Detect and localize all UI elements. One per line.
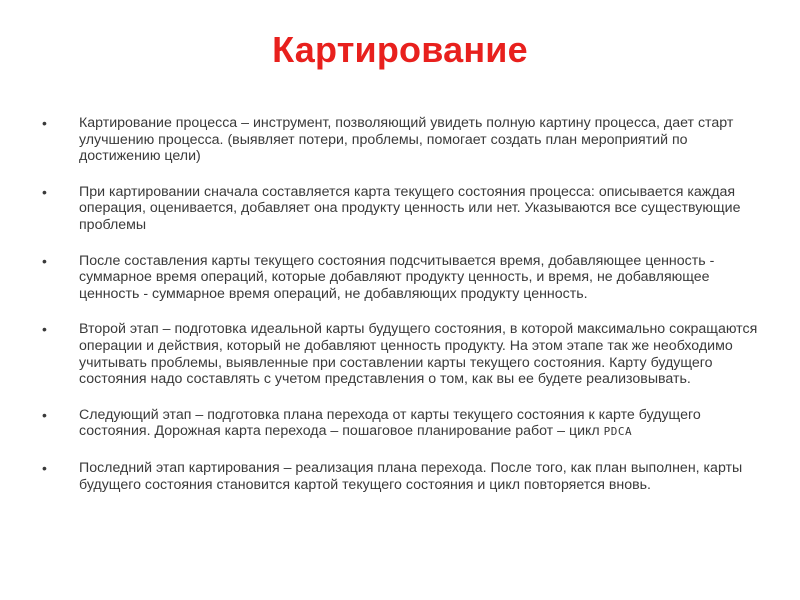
bullet-dot-icon: •	[42, 459, 47, 476]
slide-title: Картирование	[272, 29, 528, 70]
bullet-text: При картировании сначала составляется карта текущего состояния процесса: описывается каждая операция, оценивается, добавляет она продукту ценность или нет. Указываются все существующие проблемы	[79, 183, 741, 233]
list-item	[42, 115, 760, 165]
list-item	[42, 253, 760, 303]
bullet-text: После составления карты текущего состояния подсчитывается время, добавляющее ценность - суммарное время операций, которые добавляют продукту ценность, и время, не добавляющее ценность - суммарное время операций, не добавляющих продукту ценность.	[79, 252, 715, 302]
pdca-label: PDCA	[603, 425, 633, 439]
bullet-list	[42, 115, 760, 512]
bullet-text: Последний этап картирования – реализация плана перехода. После того, как план выполнен, карты будущего состояния становится картой текущего состояния и цикл повторяется вновь.	[79, 459, 743, 493]
list-item	[42, 321, 760, 387]
list-item	[42, 184, 760, 234]
list-item	[42, 460, 760, 493]
bullet-dot-icon: •	[42, 252, 47, 269]
bullet-dot-icon: •	[42, 321, 47, 338]
bullet-dot-icon: •	[42, 406, 47, 423]
bullet-text: Следующий этап – подготовка плана перехода от карты текущего состояния к карте будущего состояния. Дорожная карта перехода – пошаговое планирование работ – цикл	[79, 406, 701, 440]
bullet-dot-icon: •	[42, 115, 47, 131]
bullet-text: Второй этап – подготовка идеальной карты будущего состояния, в которой максимально сокращаются операции и действия, который не добавляют ценность продукту. На этом этапе так же необходимо учитывать проблемы, выявленные при составлении карты текущего состояния. Карту будущего состояния надо составлять с учетом представления о том, как вы ее будете реализовывать.	[79, 321, 758, 388]
bullet-dot-icon: •	[42, 183, 47, 200]
bullet-text: Картирование процесса – инструмент, позволяющий увидеть полную картину процесса, дает старт улучшению процесса. (выявляет потери, проблемы, помогает создать план мероприятий по достижению цели)	[79, 115, 734, 165]
list-item	[42, 407, 760, 441]
